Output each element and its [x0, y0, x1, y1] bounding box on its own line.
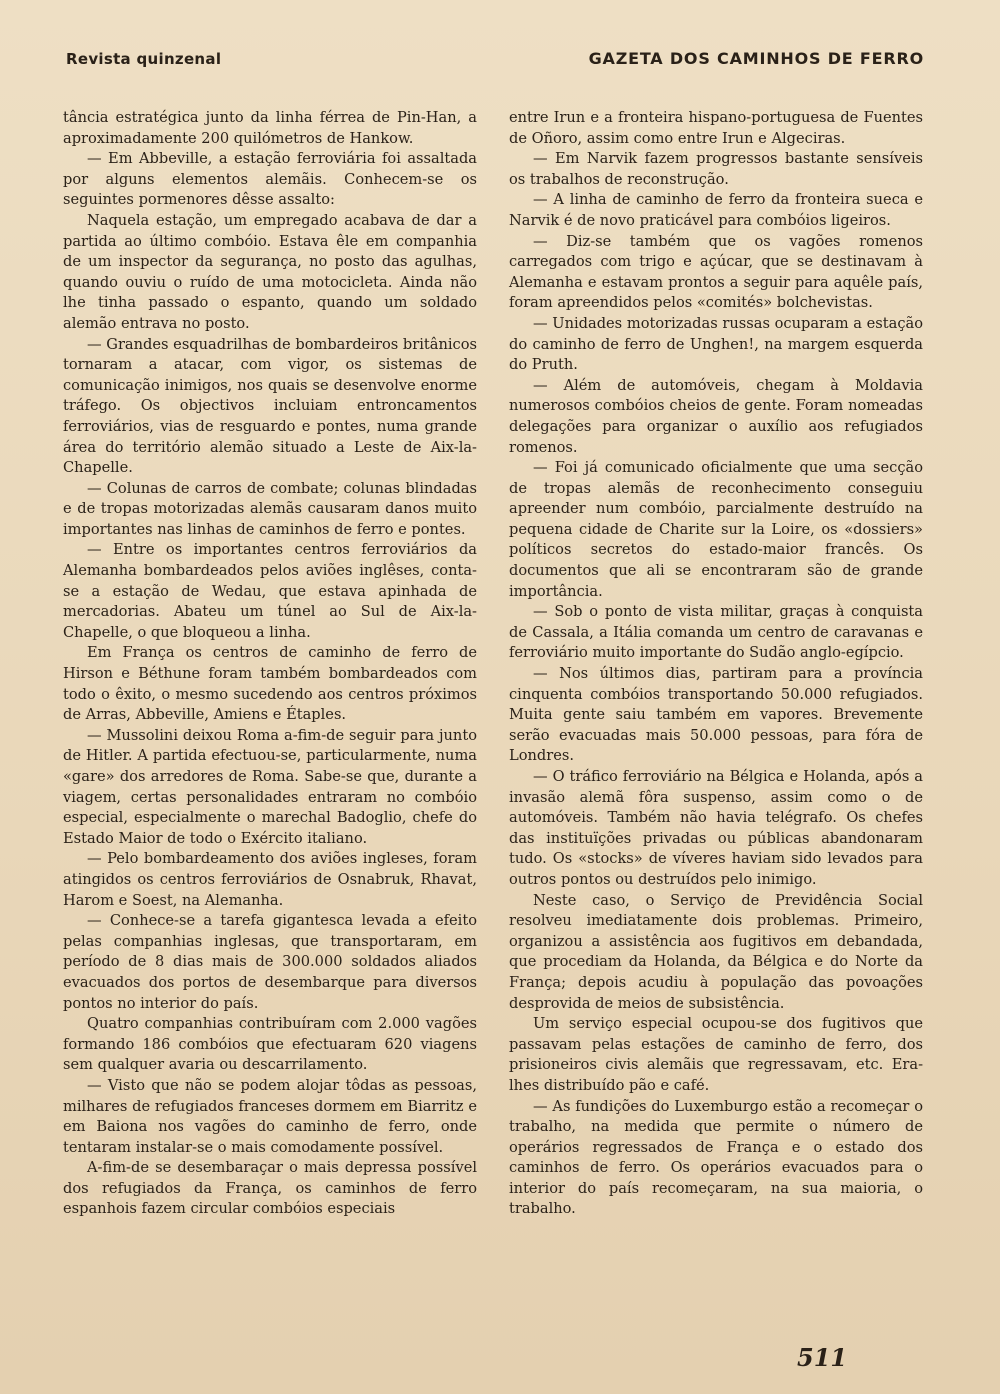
left-column: [63, 108, 477, 1220]
paragraph: — As fundições do Luxemburgo estão a recomeçar o trabalho, na medida que permite o número de operários regressados de França e o estado dos caminhos de ferro. Os operários evacuados para o interior do país recomeçaram, na sua maioria, o trabalho.: [509, 1097, 923, 1218]
paragraph: — Pelo bombardeamento dos aviões ingleses, foram atingidos os centros ferroviários de Osnabruk, Rhavat, Harom e Soest, na Alemanha.: [63, 850, 477, 909]
paragraph: — Colunas de carros de combate; colunas blindadas e de tropas motorizadas alemãs causaram danos muito importantes nas linhas de caminhos de ferro e pontes.: [63, 479, 477, 538]
paragraph: — Entre os importantes centros ferroviários da Alemanha bombardeados pelos aviões inglêses, conta-se a estação de Wedau, que estava apinhada de mercadorias. Abateu um túnel ao Sul de Aix-la-Chapelle, o que bloqueou a linha.: [63, 541, 477, 641]
paragraph: — Mussolini deixou Roma a-fim-de seguir para junto de Hitler. A partida efectuou-se, particularmente, numa «gare» dos arredores de Roma. Sabe-se que, durante a viagem, certas personalidades entraram no combóio especial, especialmente o marechal Badoglio, chefe do Estado Maior de todo o Exército italiano.: [63, 726, 477, 847]
paragraph: Quatro companhias contribuíram com 2.000 vagões formando 186 combóios que efectuaram 620 viagens sem qualquer avaria ou descarrilamento.: [63, 1015, 477, 1074]
paragraph: — Unidades motorizadas russas ocuparam a estação do caminho de ferro de Unghen!, na margem esquerda do Pruth.: [509, 314, 923, 374]
paragraph: A-fim-de se desembaraçar o mais depressa possível dos refugiados da França, os caminhos de ferro espanhois fazem circular combóios especiais: [63, 1159, 477, 1218]
paragraph: — Em Abbeville, a estação ferroviária foi assaltada por alguns elementos alemãis. Conhecem-se os seguintes pormenores dêsse assalto:: [63, 150, 477, 209]
right-column: [509, 108, 923, 1220]
header-left: Revista quinzenal: [66, 50, 222, 68]
paragraph: — Grandes esquadrilhas de bombardeiros britânicos tornaram a atacar, com vigor, os sistemas de comunicação inimigos, nos quais se desenvolve enorme tráfego. Os objectivos incluiam entroncamentos ferroviários, vias de resguardo e pontes, numa grande área do território alemão situado a Leste de Aix-la-Chapelle.: [63, 335, 477, 477]
paragraph: — A linha de caminho de ferro da fronteira sueca e Narvik é de novo praticável para combóios ligeiros.: [509, 191, 923, 229]
paragraph: Em França os centros de caminho de ferro de Hirson e Béthune foram também bombardeados com todo o êxito, o mesmo sucedendo aos centros próximos de Arras, Abbeville, Amiens e Étaples.: [63, 644, 477, 724]
paragraph: — Nos últimos dias, partiram para a província cinquenta combóios transportando 50.000 refugiados. Muita gente saiu também em vapores. Brevemente serão evacuadas mais 50.000 pessoas, para fóra de Londres.: [509, 665, 923, 765]
paragraph: Neste caso, o Serviço de Previdência Social resolveu imediatamente dois problemas. Primeiro, organizou a assistência aos fugitivos em debandada, que procediam da Holanda, da Bélgica e do Norte da França; depois acudiu à população das povoações desprovida de meios de subsistência.: [509, 891, 923, 1012]
journal-title: GAZETA DOS CAMINHOS DE FERRO: [588, 49, 924, 68]
paragraph: — Conhece-se a tarefa gigantesca levada a efeito pelas companhias inglesas, que transportaram, em período de 8 dias mais de 300.000 soldados aliados evacuados dos portos de desembarque para diversos pontos no interior do país.: [63, 912, 477, 1012]
paragraph: — O tráfico ferroviário na Bélgica e Holanda, após a invasão alemã fôra suspenso, assim como o de automóveis. Também não havia telégrafo. Os chefes das instituïções privadas ou públicas abandonaram tudo. Os «stocks» de víveres haviam sido levados para outros pontos ou destruídos pelo inimigo.: [509, 768, 923, 888]
paragraph: — Além de automóveis, chegam à Moldavia numerosos combóios cheios de gente. Foram nomeadas delegações para organizar o auxílio aos refugiados romenos.: [509, 376, 923, 456]
paragraph: — Em Narvik fazem progressos bastante sensíveis os trabalhos de reconstrução.: [509, 150, 923, 188]
paragraph: Um serviço especial ocupou-se dos fugitivos que passavam pelas estações de caminho de ferro, dos prisioneiros civis alemãis que regressavam, etc. Era-lhes distribuído pão e café.: [509, 1015, 923, 1094]
page-number: 511: [797, 1343, 848, 1372]
paragraph: entre Irun e a fronteira hispano-portuguesa de Fuentes de Oñoro, assim como entre Irun e Algeciras.: [509, 109, 923, 147]
paragraph: Naquela estação, um empregado acabava de dar a partida ao último combóio. Estava êle em companhia de um inspector da segurança, no posto das agulhas, quando ouviu o ruído de uma motocicleta. Ainda não lhe tinha passado o espanto, quando um soldado alemão entrava no posto.: [63, 211, 477, 332]
paragraph: — Visto que não se podem alojar tôdas as pessoas, milhares de refugiados franceses dormem em Biarritz e em Baiona nos vagões do caminho de ferro, onde tentaram instalar-se o mais comodamente possível.: [63, 1076, 477, 1156]
paragraph: — Diz-se também que os vagões romenos carregados com trigo e açúcar, que se destinavam à Alemanha e estavam prontos a seguir para aquêle país, foram apreendidos pelos «comités» bolchevistas.: [509, 232, 923, 312]
paragraph: tância estratégica junto da linha férrea de Pin-Han, a aproximadamente 200 quilómetros de Hankow.: [63, 109, 477, 147]
paragraph: — Foi já comunicado oficialmente que uma secção de tropas alemãs de reconhecimento conseguiu apreender num combóio, parcialmente destruído na pequena cidade de Charite sur la Loire, os «dossiers» políticos secretos do estado-maior francês. Os documentos que ali se encontraram são de grande importância.: [509, 459, 923, 600]
paragraph: — Sob o ponto de vista militar, graças à conquista de Cassala, a Itália comanda um centro de caravanas e ferroviário muito importante do Sudão anglo-egípcio.: [509, 603, 923, 662]
